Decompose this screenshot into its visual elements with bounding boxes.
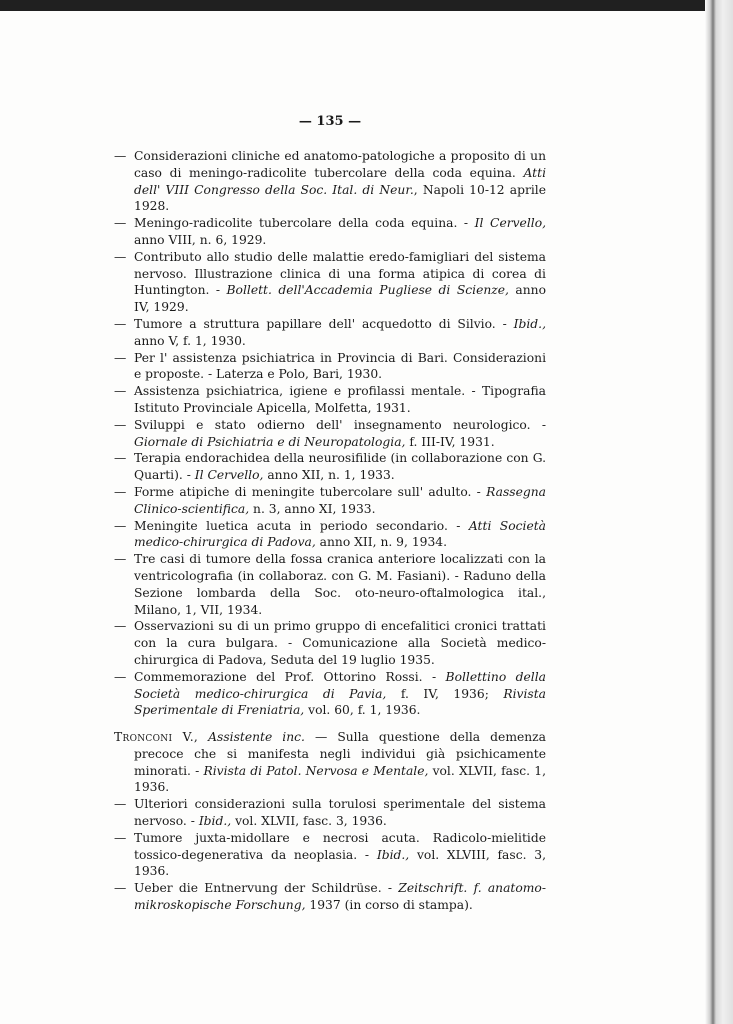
bibliography xyxy=(114,148,546,914)
bibliography-entry: — Ueber die Entnervung der Schildrüse. - Zeitschrift. f. anatomo-mikroskopische Forschung, 1937 (in corso di stampa). xyxy=(114,881,546,913)
bibliography-entry: — Considerazioni cliniche ed anatomo-patologiche a proposito di un caso di meningo-radicolite tubercolare della coda equina. Atti dell' VIII Congresso della Soc. Ital. di Neur., Napoli 10-12 aprile 1928. xyxy=(114,149,547,214)
author-name: Tronconi V., xyxy=(114,730,199,745)
bibliography-entry: — Sviluppi e stato odierno dell' insegnamento neurologico. - Giornale di Psichiatria e di Neuropatologia, f. III-IV, 1931. xyxy=(114,417,546,449)
bibliography-entry: — Tumore a struttura papillare dell' acquedotto di Silvio. - Ibid., anno V, f. 1, 1930. xyxy=(114,316,546,348)
bibliography-entry: — Forme atipiche di meningite tubercolare sull' adulto. - Rassegna Clinico-scientifica, n. 3, anno XI, 1933. xyxy=(114,484,546,516)
bibliography-entry: — Per l' assistenza psichiatrica in Provincia di Bari. Considerazioni e proposte. - Laterza e Polo, Bari, 1930. xyxy=(114,350,546,382)
bibliography-entry: — Contributo allo studio delle malattie eredo-famigliari del sistema nervoso. Illustrazione clinica di una forma atipica di corea di Huntington. - Bollett. dell'Accademia Pugliese di Scienze, anno IV, 1929. xyxy=(114,249,547,315)
bibliography-entry: — Terapia endorachidea della neurosifilide (in collaborazione con G. Quarti). - Il Cervello, anno XII, n. 1, 1933. xyxy=(114,451,546,483)
scan-top-border xyxy=(0,0,733,11)
bibliography-entry: — Assistenza psichiatrica, igiene e profilassi mentale. - Tipografia Istituto Provinciale Apicella, Molfetta, 1931. xyxy=(114,384,546,415)
scan-right-edge xyxy=(705,0,733,1024)
bibliography-entry: — Meningo-radicolite tubercolare della coda equina. - Il Cervello, anno VIII, n. 6, 1929. xyxy=(114,216,547,247)
bibliography-entry: — Tre casi di tumore della fossa cranica anteriore localizzati con la ventricolografia (in collaboraz. con G. M. Fasiani). - Raduno della Sezione lombarda della Soc. oto-neuro-oftalmologica ital., Milano, 1, VII, 1934. xyxy=(114,552,546,617)
bibliography-entry: — Tumore juxta-midollare e necrosi acuta. Radicolo-mielitide tossico-degenerativa da neoplasia. - Ibid., vol. XLVIII, fasc. 3, 1936. xyxy=(114,830,546,879)
bibliography-entry: — Commemorazione del Prof. Ottorino Rossi. - Bollettino della Società medico-chirurgica di Pavia, f. IV, 1936; Rivista Sperimentale di Freniatria, vol. 60, f. 1, 1936. xyxy=(114,669,547,718)
author-role: Assistente inc. xyxy=(208,730,305,745)
bibliography-entry: — Meningite luetica acuta in periodo secondario. - Atti Società medico-chirurgica di Padova, anno XII, n. 9, 1934. xyxy=(114,518,547,550)
bibliography-entry: — Osservazioni su di un primo gruppo di encefalitici cronici trattati con la cura bulgara. - Comunicazione alla Società medico-chirurgica di Padova, Seduta del 19 luglio 1935. xyxy=(114,619,546,667)
page-number: — 135 — xyxy=(298,114,362,129)
bibliography-entry: — Ulteriori considerazioni sulla torulosi sperimentale del sistema nervoso. - Ibid., vol. XLVII, fasc. 3, 1936. xyxy=(114,797,546,829)
author-entry: Tronconi V., Assistente inc. — Sulla questione della demenza precoce che si manifesta negli individui già psichicamente minorati. - Rivista di Patol. Nervosa e Mentale, vol. XLVII, fasc. 1, 1936. xyxy=(114,730,547,795)
